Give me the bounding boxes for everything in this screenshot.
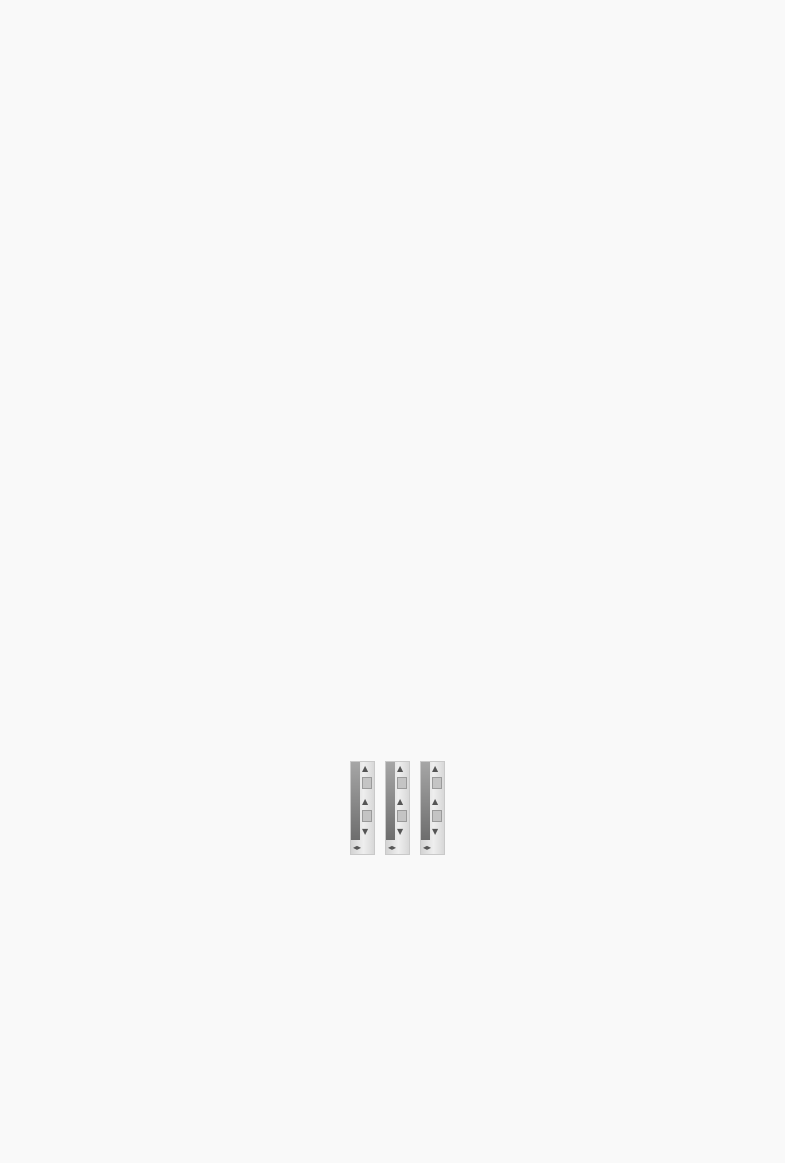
scrollbar-widget[interactable]: ▲ ▲ ▼ ◂▸ — [385, 761, 410, 855]
scrollbar-widget[interactable]: ▲ ▲ ▼ ◂▸ — [350, 761, 375, 855]
scrollbar-widget[interactable]: ▲ ▲ ▼ ◂▸ — [420, 761, 445, 855]
